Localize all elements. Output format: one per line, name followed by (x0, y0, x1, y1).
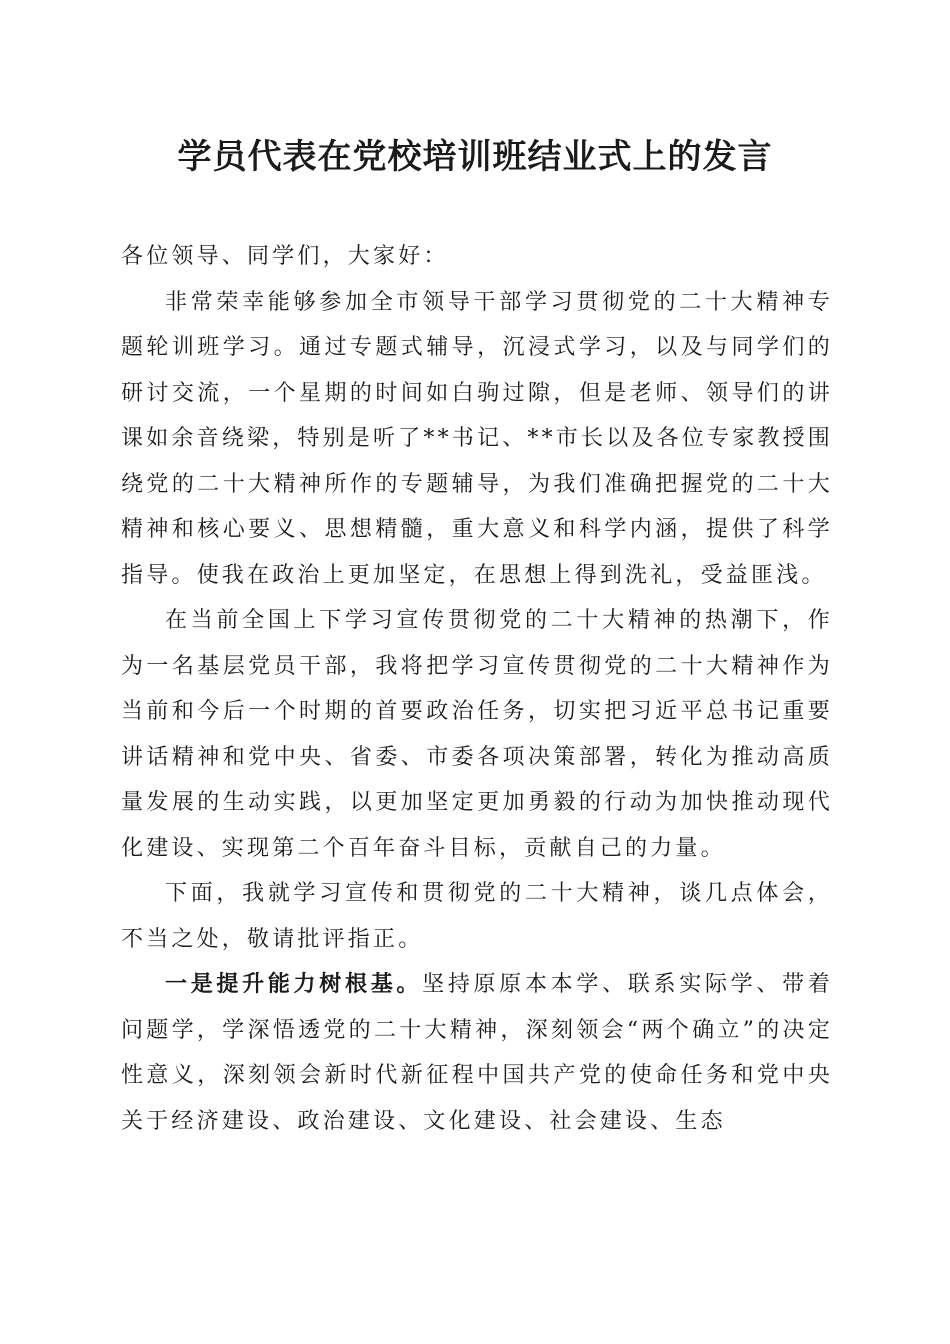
paragraph-point-one (121, 962, 833, 1144)
paragraph-transition: 下面，我就学习宣传和贯彻党的二十大精神，谈几点体会，不当之处，敬请批评指正。 (121, 881, 833, 952)
salutation: 各位领导、同学们，大家好： (121, 244, 449, 269)
document-body (121, 234, 833, 1144)
paragraph-commitment: 在当前全国上下学习宣传贯彻党的二十大精神的热潮下，作为一名基层党员干部，我将把学习宣传贯彻党的二十大精神作为当前和今后一个时期的首要政治任务，切实把习近平总书记重要讲话精神和党中央、省委、市委各项决策部署，转化为推动高质量发展的生动实践，以更加坚定更加勇毅的行动为加快推动现代化建设、实现第二个百年奋斗目标，贡献自己的力量。 (121, 608, 833, 861)
document-title: 学员代表在党校培训班结业式上的发言 (177, 137, 773, 177)
paragraph-intro: 非常荣幸能够参加全市领导干部学习贯彻党的二十大精神专题轮训班学习。通过专题式辅导，沉浸式学习，以及与同学们的研讨交流，一个星期的时间如白驹过隙，但是老师、领导们的讲课如余音绕梁，特别是听了**书记、**市长以及各位专家教授围绕党的二十大精神所作的专题辅导，为我们准确把握党的二十大精神和核心要义、思想精髓，重大意义和科学内涵，提供了科学指导。使我在政治上更加坚定，在思想上得到洗礼，受益匪浅。 (121, 289, 834, 588)
point-one-heading: 一是提升能力树根基。 (165, 971, 423, 997)
point-one-text: 坚持原原本本学、联系实际学、带着问题学，学深悟透党的二十大精神，深刻领会“两个确立”的决定性意义，深刻领会新时代新征程中国共产党的使命任务和党中央关于经济建设、政治建设、文化建设、社会建设、生态 (121, 972, 833, 1134)
